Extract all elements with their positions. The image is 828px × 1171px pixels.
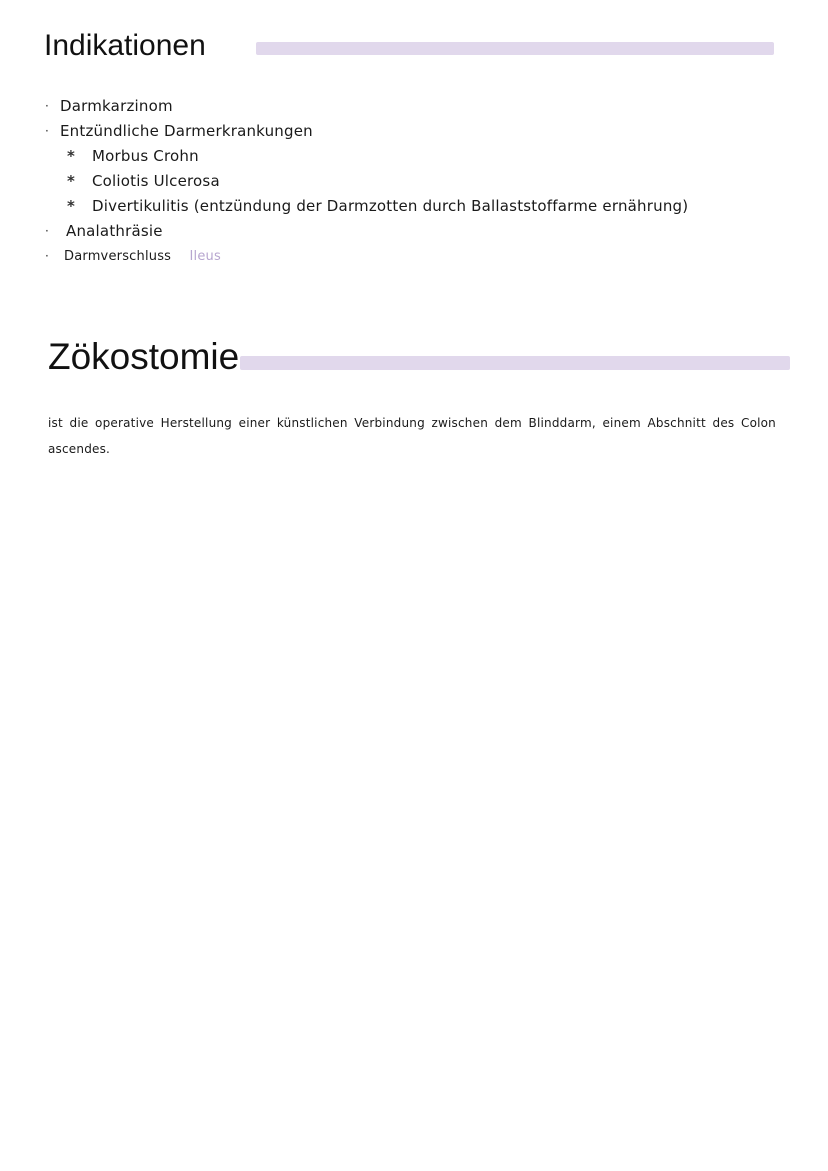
annotation-note: Ileus [189,249,221,264]
sub-list-item [40,144,800,169]
list-item [40,94,800,119]
bullet-dot: · [44,224,49,238]
bullet-dot: · [44,124,49,138]
bullet-dot: · [44,249,49,263]
list-item [40,219,800,244]
bullet-dot: · [44,99,49,113]
indications-list [40,94,800,269]
list-item-text: Morbus Crohn [92,147,199,165]
list-item-text: Divertikulitis (entzündung der Darmzotten durch Ballaststoffarme ernährung) [92,197,689,215]
asterisk-bullet: * [66,147,76,165]
section-title-zoekostomie: Zökostomie [48,336,240,377]
list-item [40,244,800,269]
list-item-text: Coliotis Ulcerosa [92,172,220,190]
list-item-text: Analathräsie [66,222,163,240]
sub-list-item [40,169,800,194]
definition-paragraph: ist die operative Herstellung einer künstlichen Verbindung zwischen dem Blinddarm, einem Abschnitt des Colon ascendes. [48,416,776,456]
section-title-indikationen: Indikationen [44,29,206,62]
sub-list-item [40,194,800,219]
list-item [40,119,800,144]
asterisk-bullet: * [66,197,76,215]
title-highlight-indikationen [256,42,774,55]
list-item-text-wrapper [64,244,221,269]
list-item-text: Darmkarzinom [60,97,173,115]
asterisk-bullet: * [66,172,76,190]
list-item-text: Entzündliche Darmerkrankungen [60,122,313,140]
title-highlight-zoekostomie [240,356,790,370]
list-item-text: Darmverschluss [64,249,172,264]
